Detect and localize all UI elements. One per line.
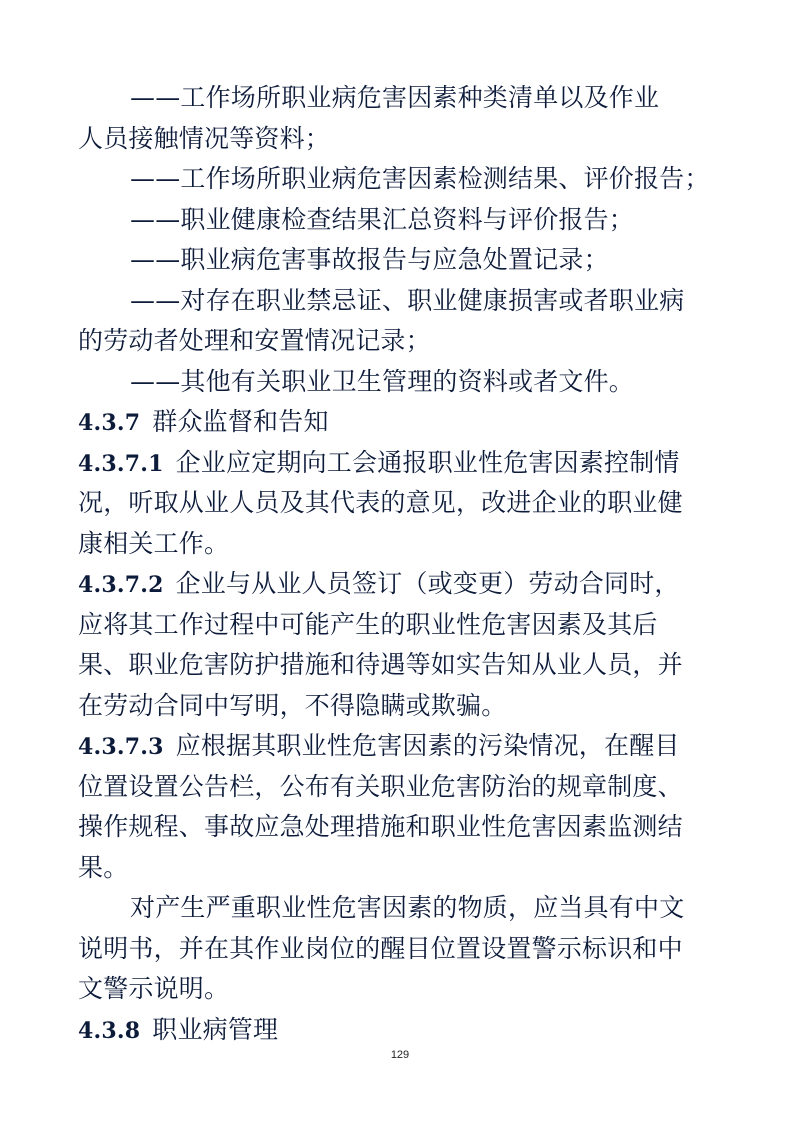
clause-text-line: 应将其工作过程中可能产生的职业性危害因素及其后 xyxy=(78,609,658,639)
section-heading-4-3-7 xyxy=(78,402,726,443)
clause-4-3-7-1: 4.3.7.1 企业应定期向工会通报职业性危害因素控制情 xyxy=(78,447,680,477)
list-item-continuation: 人员接触情况等资料； xyxy=(78,123,331,153)
clause-text-line: 在劳动合同中写明，不得隐瞒或欺骗。 xyxy=(78,690,507,720)
clause-number: 4.3.7.2 xyxy=(78,572,164,598)
section-title: 职业病管理 xyxy=(152,1014,279,1044)
clause-text-line: 果、职业危害防护措施和待遇等如实告知从业人员，并 xyxy=(78,650,683,679)
paragraph: 对产生严重职业性危害因素的物质，应当具有中文 xyxy=(130,893,685,922)
list-item: ——对存在职业禁忌证、职业健康损害或者职业病 xyxy=(130,285,685,315)
clause-text-line: 况，听取从业人员及其代表的意见，改进企业的职业健 xyxy=(78,488,683,517)
clause-number: 4.3.7.1 xyxy=(78,450,164,477)
paragraph-line: 文警示说明。 xyxy=(78,974,230,1003)
list-item: ——工作场所职业病危害因素检测结果、评价报告； xyxy=(130,164,710,193)
section-heading-4-3-8 xyxy=(78,1010,726,1051)
list-item-continuation: 的劳动者处理和安置情况记录； xyxy=(78,326,431,355)
section-title: 群众监督和告知 xyxy=(152,407,329,436)
paragraph-line: 说明书，并在其作业岗位的醒目位置设置警示标识和中 xyxy=(78,933,683,963)
list-item: ——职业病危害事故报告与应急处置记录； xyxy=(130,245,609,274)
section-number: 4.3.7 xyxy=(78,410,141,436)
list-item: ——职业健康检查结果汇总资料与评价报告； xyxy=(130,204,635,234)
clause-4-3-7-2: 4.3.7.2 企业与从业人员签订（或变更）劳动合同时， xyxy=(78,569,680,598)
clause-text-line: 操作规程、事故应急处理措施和职业性危害因素监测结 xyxy=(78,812,683,841)
section-number: 4.3.8 xyxy=(78,1017,141,1044)
clause-text-line: 果。 xyxy=(78,852,129,882)
page-number: 129 xyxy=(390,1049,410,1061)
list-item: ——其他有关职业卫生管理的资料或者文件。 xyxy=(130,366,635,396)
clause-number: 4.3.7.3 xyxy=(78,734,164,760)
clause-text-line: 位置设置公告栏，公布有关职业危害防治的规章制度、 xyxy=(78,771,683,801)
list-item: ——工作场所职业病危害因素种类清单以及作业 xyxy=(130,83,660,112)
page-body xyxy=(78,78,726,1050)
clause-text-line: 康相关工作。 xyxy=(78,528,230,558)
clause-4-3-7-3: 4.3.7.3 应根据其职业性危害因素的污染情况，在醒目 xyxy=(78,731,680,760)
